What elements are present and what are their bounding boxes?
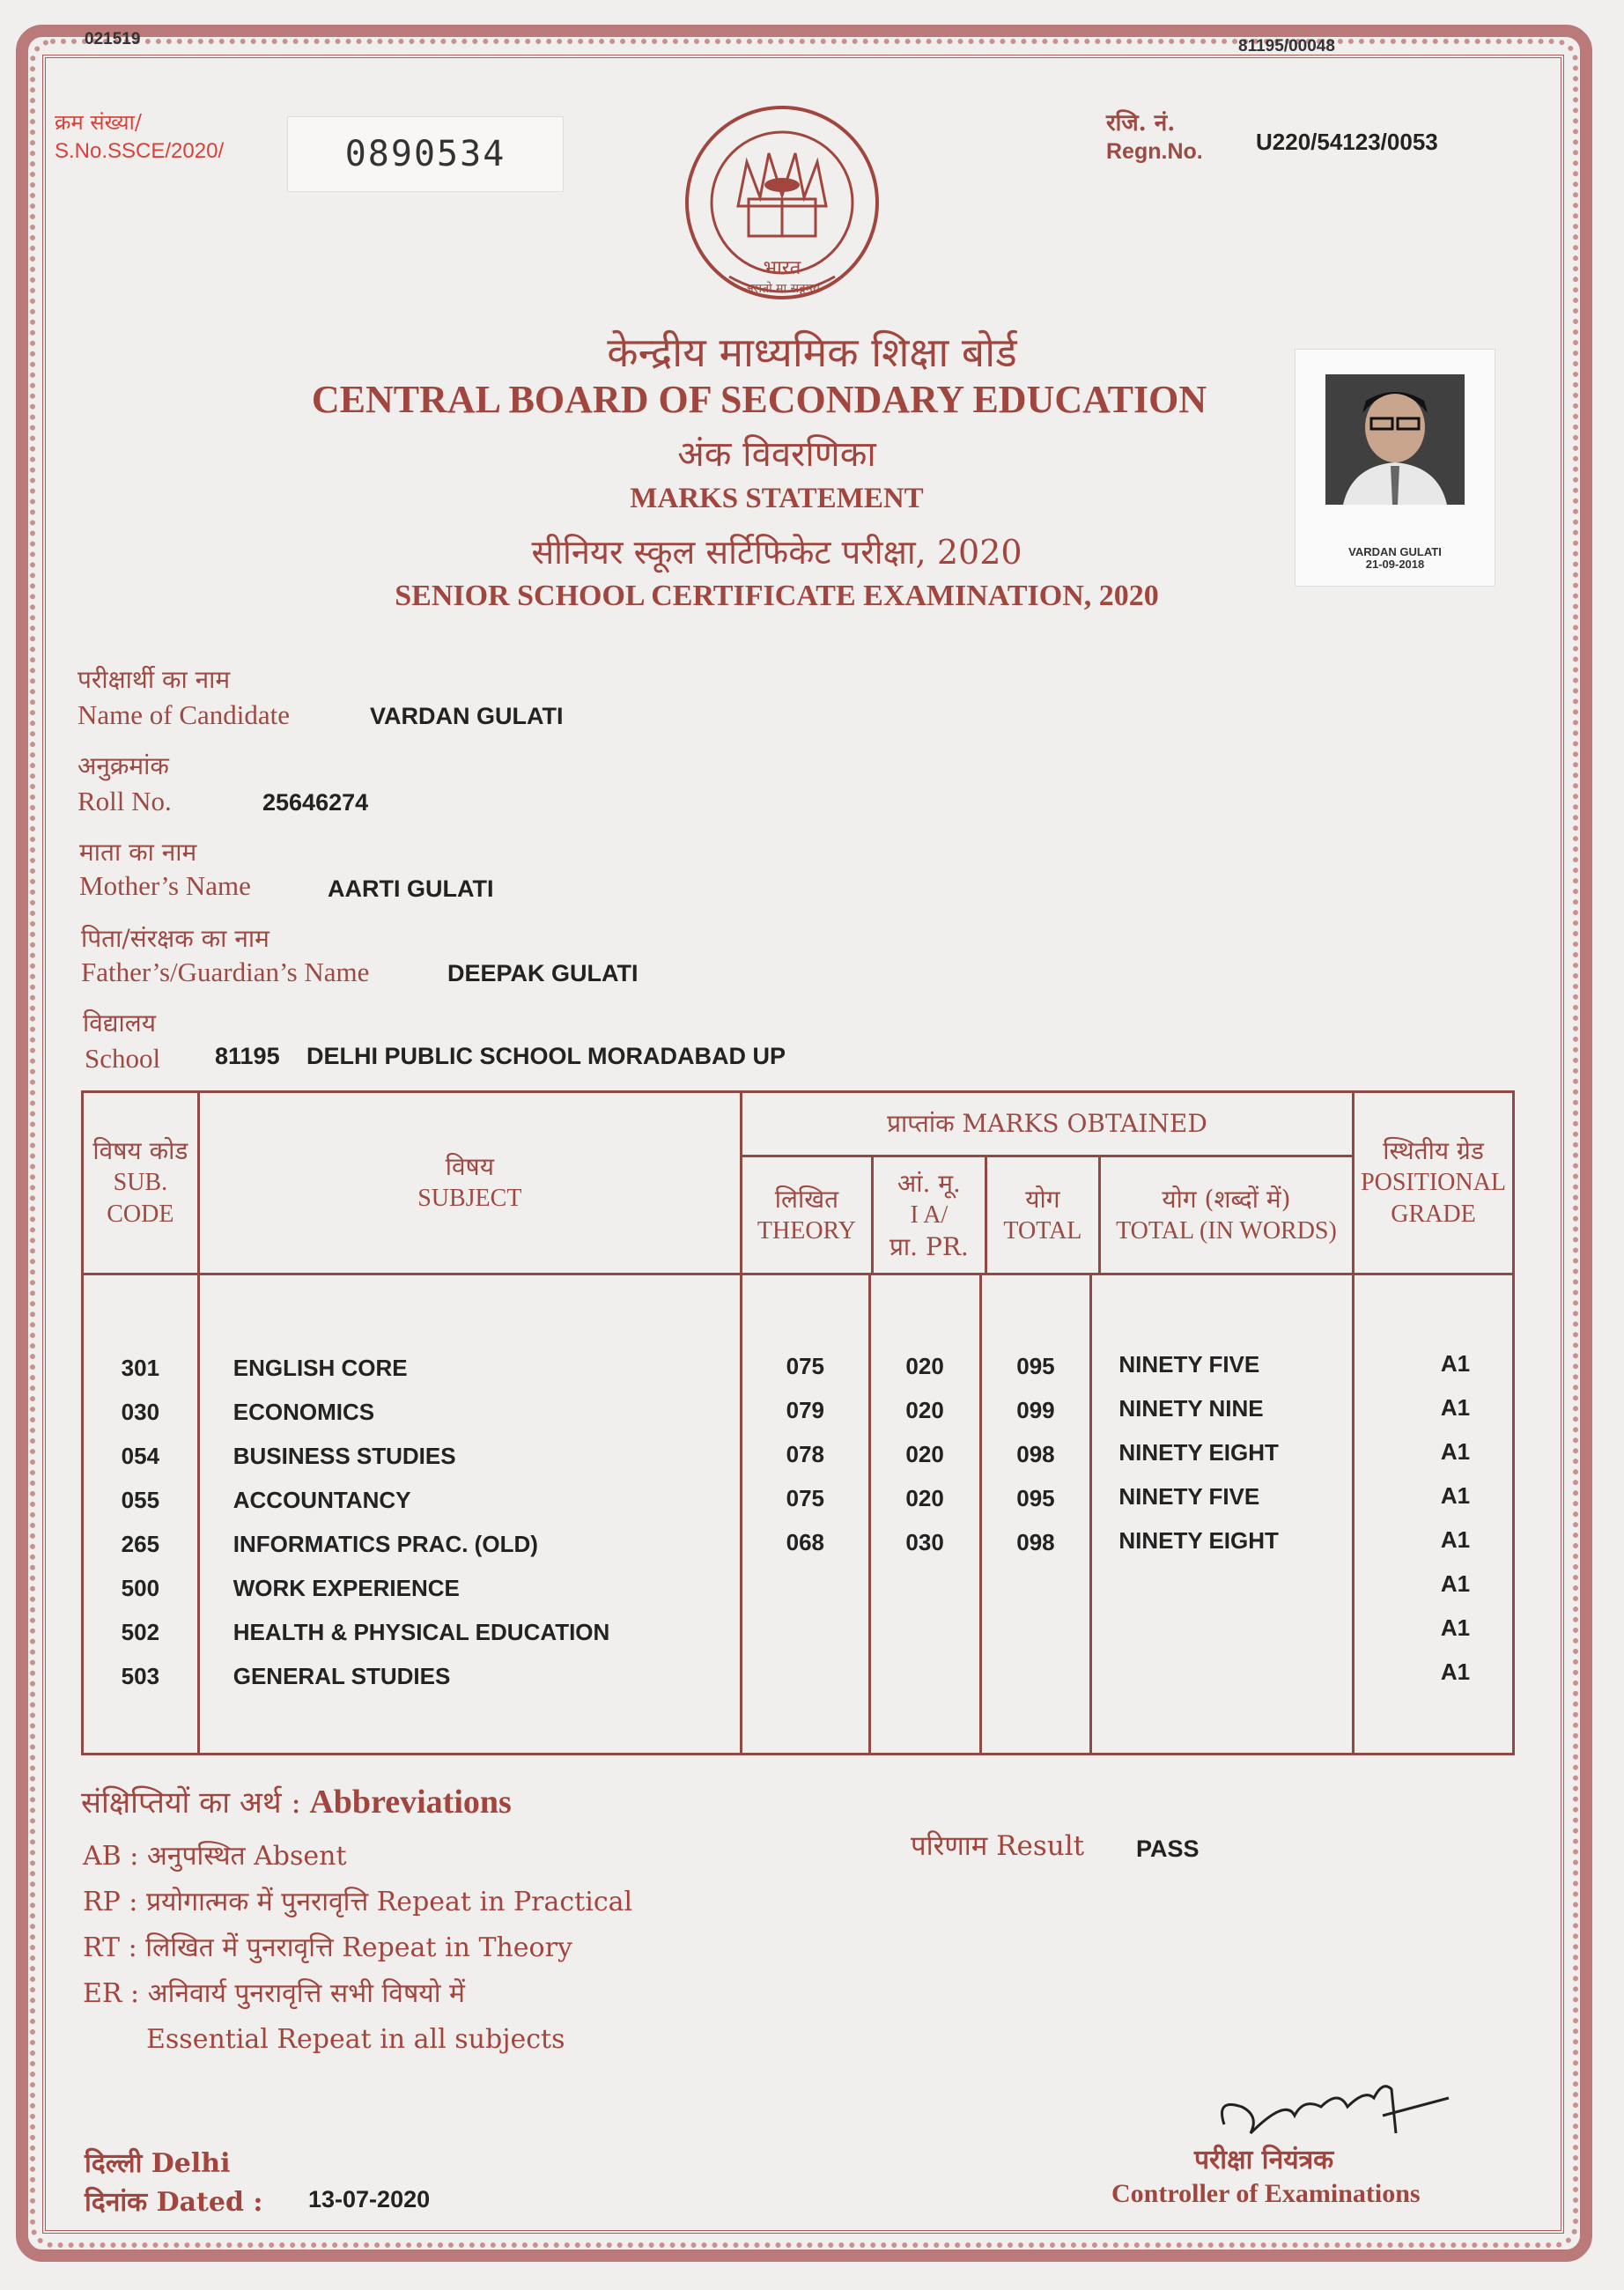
board-title-hi: केन्द्रीय माध्यमिक शिक्षा बोर्ड	[607, 329, 1017, 376]
row-4-words: NINETY FIVE	[1118, 1483, 1260, 1510]
row-2-ia: 020	[905, 1397, 944, 1423]
candidate-photo	[1295, 349, 1495, 587]
row-8-theory	[742, 1652, 868, 1696]
row-2-theory: 079	[786, 1397, 824, 1423]
result-value: PASS	[1136, 1836, 1200, 1862]
row-6-grade: A1	[1440, 1570, 1471, 1597]
row-3-code: 054	[121, 1443, 160, 1469]
header-marks-group: प्राप्तांक MARKS OBTAINED	[742, 1093, 1352, 1157]
mother-label-hi: माता का नाम	[79, 838, 197, 867]
row-4-ia: 020	[905, 1485, 944, 1511]
row-1-ia: 020	[905, 1353, 944, 1379]
school-label-en: School	[85, 1043, 161, 1074]
row-3-words: NINETY EIGHT	[1118, 1439, 1279, 1466]
column-ia	[869, 1274, 980, 1754]
row-7-code: 502	[121, 1619, 160, 1645]
candidate-name: VARDAN GULATI	[370, 703, 564, 729]
row-5-total: 098	[1016, 1529, 1055, 1555]
row-4-total: 095	[1016, 1485, 1055, 1511]
header-theory: लिखित THEORY	[742, 1157, 874, 1273]
row-2-code: 030	[121, 1399, 160, 1425]
row-2-words: NINETY NINE	[1118, 1395, 1264, 1422]
photo-caption-date: 21-09-2018	[1365, 558, 1425, 571]
column-grade	[1354, 1274, 1514, 1754]
row-7-subject: HEALTH & PHYSICAL EDUCATION	[233, 1619, 610, 1645]
row-1-total: 095	[1016, 1353, 1055, 1379]
row-6-words	[1118, 1562, 1352, 1607]
top-right-code: 81195/00048	[1238, 37, 1335, 55]
regn-label-hi: रजि. नं.	[1106, 110, 1176, 137]
table-body-row	[83, 1274, 1514, 1754]
mother-label-en: Mother’s Name	[79, 870, 251, 901]
row-8-total	[982, 1652, 1090, 1696]
row-1-subject: ENGLISH CORE	[233, 1355, 408, 1381]
emblem-motto: असतो मा सद्गमय	[743, 282, 821, 296]
controller-title-en: Controller of Examinations	[1111, 2179, 1421, 2208]
row-6-subject: WORK EXPERIENCE	[233, 1575, 460, 1601]
header-total: योग TOTAL	[987, 1157, 1101, 1273]
row-4-grade: A1	[1440, 1482, 1471, 1509]
column-total-in-words	[1091, 1274, 1354, 1754]
column-theory	[741, 1274, 869, 1754]
row-2-total: 099	[1016, 1397, 1055, 1423]
abbreviation-item: ER : अनिवार्य पुनरावृत्ति सभी विषयो में	[83, 1978, 465, 2009]
abbreviation-item: RT : लिखित में पुनरावृत्ति Repeat in Theory	[83, 1932, 572, 1963]
marks-table	[81, 1090, 1515, 1755]
abbreviations-list	[83, 1834, 632, 2063]
serial-number: 0890534	[287, 116, 564, 192]
row-2-subject: ECONOMICS	[233, 1399, 375, 1425]
row-5-grade: A1	[1440, 1526, 1471, 1553]
exam-title-en: SENIOR SCHOOL CERTIFICATE EXAMINATION, 2020	[395, 580, 1159, 612]
serial-label-hi: क्रम संख्या/	[55, 110, 142, 135]
row-3-ia: 020	[905, 1441, 944, 1467]
row-2-grade: A1	[1440, 1394, 1471, 1421]
row-6-ia	[871, 1564, 979, 1608]
row-4-theory: 075	[786, 1485, 824, 1511]
table-header-row	[83, 1092, 1514, 1274]
abbreviations-title: संक्षिप्तियों का अर्थ : Abbreviations	[81, 1784, 512, 1821]
row-7-theory	[742, 1608, 868, 1652]
father-name: DEEPAK GULATI	[447, 960, 639, 986]
row-1-code: 301	[121, 1355, 160, 1381]
school-label-hi: विद्यालय	[83, 1008, 156, 1038]
regn-label-en: Regn.No.	[1106, 139, 1203, 164]
row-3-grade: A1	[1440, 1438, 1471, 1465]
header-total-in-words: योग (शब्दों में) TOTAL (IN WORDS)	[1116, 1184, 1337, 1245]
header-ia-practical: आं. मू. I A/ प्रा. PR.	[874, 1157, 987, 1273]
row-7-grade: A1	[1440, 1614, 1471, 1641]
header-subject: विषय SUBJECT	[198, 1092, 741, 1274]
doc-title-hi: अंक विवरणिका	[677, 434, 876, 475]
abbreviation-item: AB : अनुपस्थित Absent	[83, 1841, 347, 1872]
row-6-total	[982, 1564, 1090, 1608]
row-3-subject: BUSINESS STUDIES	[233, 1443, 456, 1469]
row-1-theory: 075	[786, 1353, 824, 1379]
column-total	[980, 1274, 1091, 1754]
row-3-theory: 078	[786, 1441, 824, 1467]
serial-label-en: S.No.SSCE/2020/	[55, 139, 225, 163]
regn-number: U220/54123/0053	[1256, 129, 1438, 155]
top-left-code: 021519	[85, 30, 141, 48]
row-8-subject: GENERAL STUDIES	[233, 1663, 451, 1689]
row-7-total	[982, 1608, 1090, 1652]
roll-label-hi: अनुक्रमांक	[78, 751, 169, 780]
name-label-hi: परीक्षार्थी का नाम	[78, 665, 231, 694]
school-code: 81195	[215, 1043, 280, 1069]
doc-title-en: MARKS STATEMENT	[630, 483, 924, 514]
mother-name: AARTI GULATI	[328, 875, 494, 902]
row-5-words: NINETY EIGHT	[1118, 1527, 1279, 1554]
abbreviation-item: Essential Repeat in all subjects	[146, 2024, 565, 2055]
column-subjects	[198, 1274, 741, 1754]
row-8-grade: A1	[1440, 1658, 1471, 1685]
abbreviation-item: RP : प्रयोगात्मक में पुनरावृत्ति Repeat in Practical	[83, 1887, 633, 1917]
row-5-subject: INFORMATICS PRAC. (OLD)	[233, 1531, 538, 1557]
roll-number: 25646274	[262, 789, 369, 816]
row-4-subject: ACCOUNTANCY	[233, 1487, 411, 1513]
row-6-code: 500	[121, 1575, 160, 1601]
emblem-bharat-text: भारत	[763, 257, 801, 279]
board-title-en: CENTRAL BOARD OF SECONDARY EDUCATION	[311, 378, 1207, 421]
photo-image	[1325, 374, 1465, 505]
row-4-code: 055	[121, 1487, 160, 1513]
row-5-code: 265	[121, 1531, 160, 1557]
row-8-ia	[871, 1652, 979, 1696]
school-name: DELHI PUBLIC SCHOOL MORADABAD UP	[306, 1043, 786, 1069]
controller-title-hi: परीक्षा नियंत्रक	[1194, 2145, 1334, 2176]
dated-label: दिनांक Dated :	[85, 2187, 263, 2218]
row-7-words	[1118, 1607, 1352, 1651]
column-sub-codes	[83, 1274, 199, 1754]
exam-title-hi: सीनियर स्कूल सर्टिफिकेट परीक्षा, 2020	[531, 533, 1022, 572]
photo-caption-name: VARDAN GULATI	[1348, 545, 1442, 558]
row-5-theory: 068	[786, 1529, 824, 1555]
place-label: दिल्ली Delhi	[85, 2148, 231, 2179]
issue-date: 13-07-2020	[308, 2186, 431, 2212]
header-positional-grade: स्थितीय ग्रेड POSITIONAL GRADE	[1354, 1092, 1514, 1274]
row-8-words	[1118, 1651, 1352, 1695]
row-5-ia: 030	[905, 1529, 944, 1555]
father-label-en: Father’s/Guardian’s Name	[81, 957, 370, 987]
father-label-hi: पिता/संरक्षक का नाम	[81, 924, 269, 953]
row-7-ia	[871, 1608, 979, 1652]
row-3-total: 098	[1016, 1441, 1055, 1467]
result-label: परिणाम Result	[911, 1830, 1085, 1862]
row-1-words: NINETY FIVE	[1118, 1351, 1260, 1378]
row-8-code: 503	[121, 1663, 160, 1689]
header-sub-code: विषय कोड SUB. CODE	[83, 1092, 199, 1274]
roll-label-en: Roll No.	[78, 786, 172, 816]
row-1-grade: A1	[1440, 1350, 1471, 1377]
name-label-en: Name of Candidate	[78, 699, 291, 730]
row-6-theory	[742, 1564, 868, 1608]
header-marks-obtained	[741, 1092, 1353, 1274]
